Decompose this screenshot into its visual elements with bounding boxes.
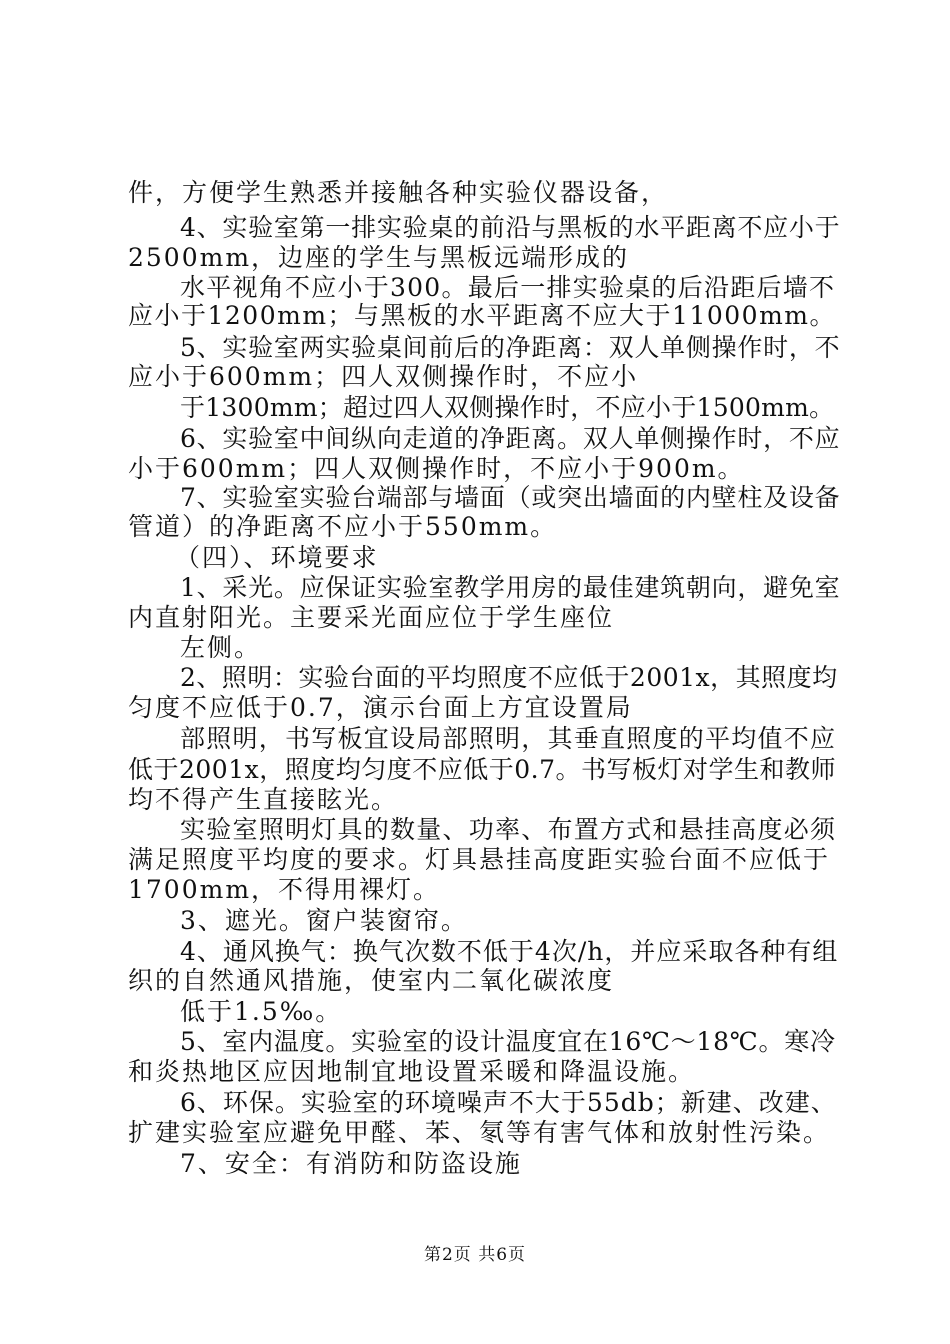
- text-line: 织的自然通风措施，使室内二氧化碳浓度: [128, 966, 615, 995]
- text-line: 7、实验室实验台端部与墙面（或突出墙面的内壁柱及设备: [180, 483, 841, 512]
- text-line: 2、照明：实验台面的平均照度不应低于2001x，其照度均: [180, 663, 838, 692]
- text-line: 应小于1200mm；与黑板的水平距离不应大于11000mm。: [128, 301, 836, 330]
- text-line: 满足照度平均度的要求。灯具悬挂高度距实验台面不应低于: [128, 845, 831, 874]
- text-line: 低于2001x，照度均匀度不应低于0.7。书写板灯对学生和教师: [128, 755, 836, 784]
- text-line: 件，方便学生熟悉并接触各种实验仪器设备，: [128, 178, 669, 207]
- text-line: 3、遮光。窗户装窗帘。: [180, 906, 468, 935]
- text-line: 水平视角不应小于300。最后一排实验桌的后沿距后墙不: [180, 273, 836, 302]
- page-footer: [0, 1244, 950, 1266]
- text-line: 1、采光。应保证实验室教学用房的最佳建筑朝向，避免室: [180, 573, 841, 602]
- text-line: 1700mm，不得用裸灯。: [128, 875, 441, 904]
- text-line: 4、实验室第一排实验桌的前沿与黑板的水平距离不应小于: [180, 213, 841, 242]
- text-line: 和炎热地区应因地制宜地设置采暖和降温设施。: [128, 1057, 696, 1086]
- text-line: 实验室照明灯具的数量、功率、布置方式和悬挂高度必须: [180, 815, 837, 844]
- text-line: 内直射阳光。主要采光面应位于学生座位: [128, 603, 615, 632]
- text-line: 部照明，书写板宜设局部照明，其垂直照度的平均值不应: [180, 724, 837, 753]
- text-line: 6、实验室中间纵向走道的净距离。双人单侧操作时，不应: [180, 424, 841, 453]
- text-line: 7、安全：有消防和防盗设施: [180, 1149, 522, 1178]
- text-line: 于1300mm；超过四人双侧操作时，不应小于1500mm。: [180, 393, 835, 422]
- page-number-label: 第2页 共6页: [423, 1245, 527, 1265]
- text-line: 小于600mm；四人双侧操作时，不应小于900m。: [128, 454, 745, 483]
- text-line: 2500mm，边座的学生与黑板远端形成的: [128, 243, 630, 272]
- text-line: 管道）的净距离不应小于550mm。: [128, 512, 558, 541]
- text-line: 匀度不应低于0.7，演示台面上方宜设置局: [128, 693, 633, 722]
- text-line: 5、实验室两实验桌间前后的净距离：双人单侧操作时，不: [180, 333, 841, 362]
- text-line: 左侧。: [180, 633, 262, 662]
- text-line: 6、环保。实验室的环境噪声不大于55db；新建、改建、: [180, 1088, 837, 1117]
- text-line: 5、室内温度。实验室的设计温度宜在16℃～18℃。寒冷: [180, 1027, 836, 1056]
- text-line: 均不得产生直接眩光。: [128, 785, 399, 814]
- text-line: 4、通风换气：换气次数不低于4次/h，并应采取各种有组: [180, 937, 839, 966]
- text-line: 低于1.5‰。: [180, 997, 343, 1026]
- text-line: 应小于600mm；四人双侧操作时，不应小: [128, 362, 639, 391]
- section-heading: （四）、环境要求: [175, 543, 379, 572]
- text-line: 扩建实验室应避免甲醛、苯、氡等有害气体和放射性污染。: [128, 1118, 831, 1147]
